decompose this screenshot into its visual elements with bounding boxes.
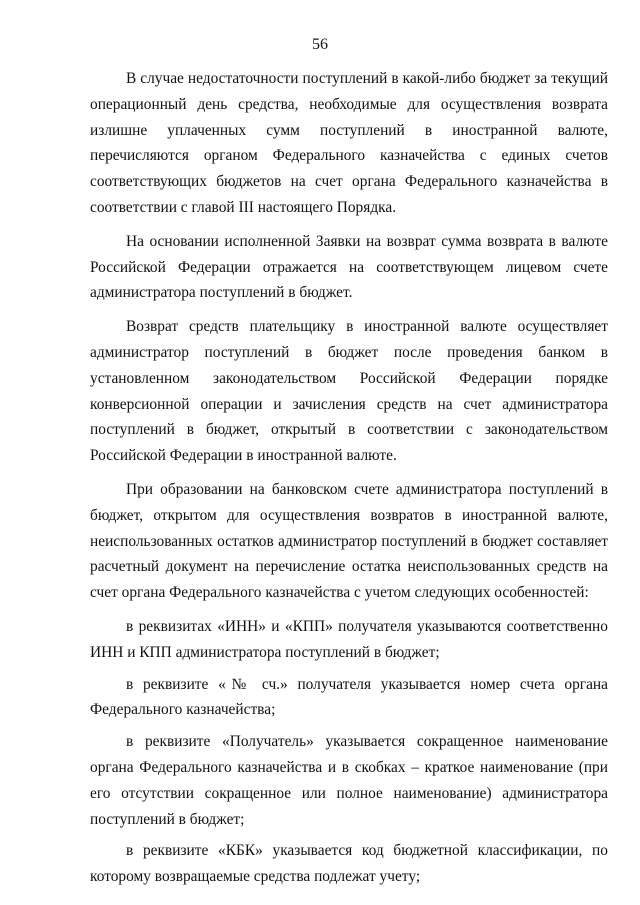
list-item-recipient: в реквизите «Получатель» указывается сокращенное наименование органа Федерального казначейства и в скобках – краткое наименование (при его отсутствии сокращенное или полное наименование) администратора поступлений в бюджет;: [90, 733, 608, 828]
list-item-account-number: в реквизите «№ сч.» получателя указывается номер счета органа Федерального казначейства;: [90, 675, 608, 719]
page-number: 56: [312, 36, 328, 53]
paragraph-unused-balances: При образовании на банковском счете администратора поступлений в бюджет, открытом для осуществления возвратов в иностранной валюте, неиспользованных остатков администратор поступлений в бюджет составляет расчетный документ на перечисление остатка неиспользованных средств на счет органа Федерального казначейства с учетом следующих особенностей:: [90, 480, 608, 602]
list-item-inn-kpp: в реквизитах «ИНН» и «КПП» получателя указываются соответственно ИНН и КПП администратора поступлений в бюджет;: [90, 617, 608, 661]
paragraph-insufficient-receipts: В случае недостаточности поступлений в какой-либо бюджет за текущий операционный день средства, необходимые для осуществления возврата излишне уплаченных сумм поступлений в иностранной валюте, перечисляются органом Федерального казначейства с единых счетов соответствующих бюджетов на счет органа Федерального казначейства в соответствии с главой III настоящего Порядка.: [90, 70, 608, 216]
document-body: [90, 66, 608, 896]
paragraph-foreign-currency-refund: Возврат средств плательщику в иностранной валюте осуществляет администратор поступлений в бюджет после проведения банком в установленном законодательством Российской Федерации порядке конверсионной операции и зачисления средств на счет администратора поступлений в бюджет, открытый в соответствии с законодательством Российской Федерации в иностранной валюте.: [90, 318, 608, 465]
paragraph-refund-reflection: На основании исполненной Заявки на возврат сумма возврата в валюте Российской Федерации отражается на соответствующем лицевом счете администратора поступлений в бюджет.: [90, 232, 608, 302]
list-item-kbk: в реквизите «КБК» указывается код бюджетной классификации, по которому возвращаемые средства подлежат учету;: [90, 842, 608, 886]
